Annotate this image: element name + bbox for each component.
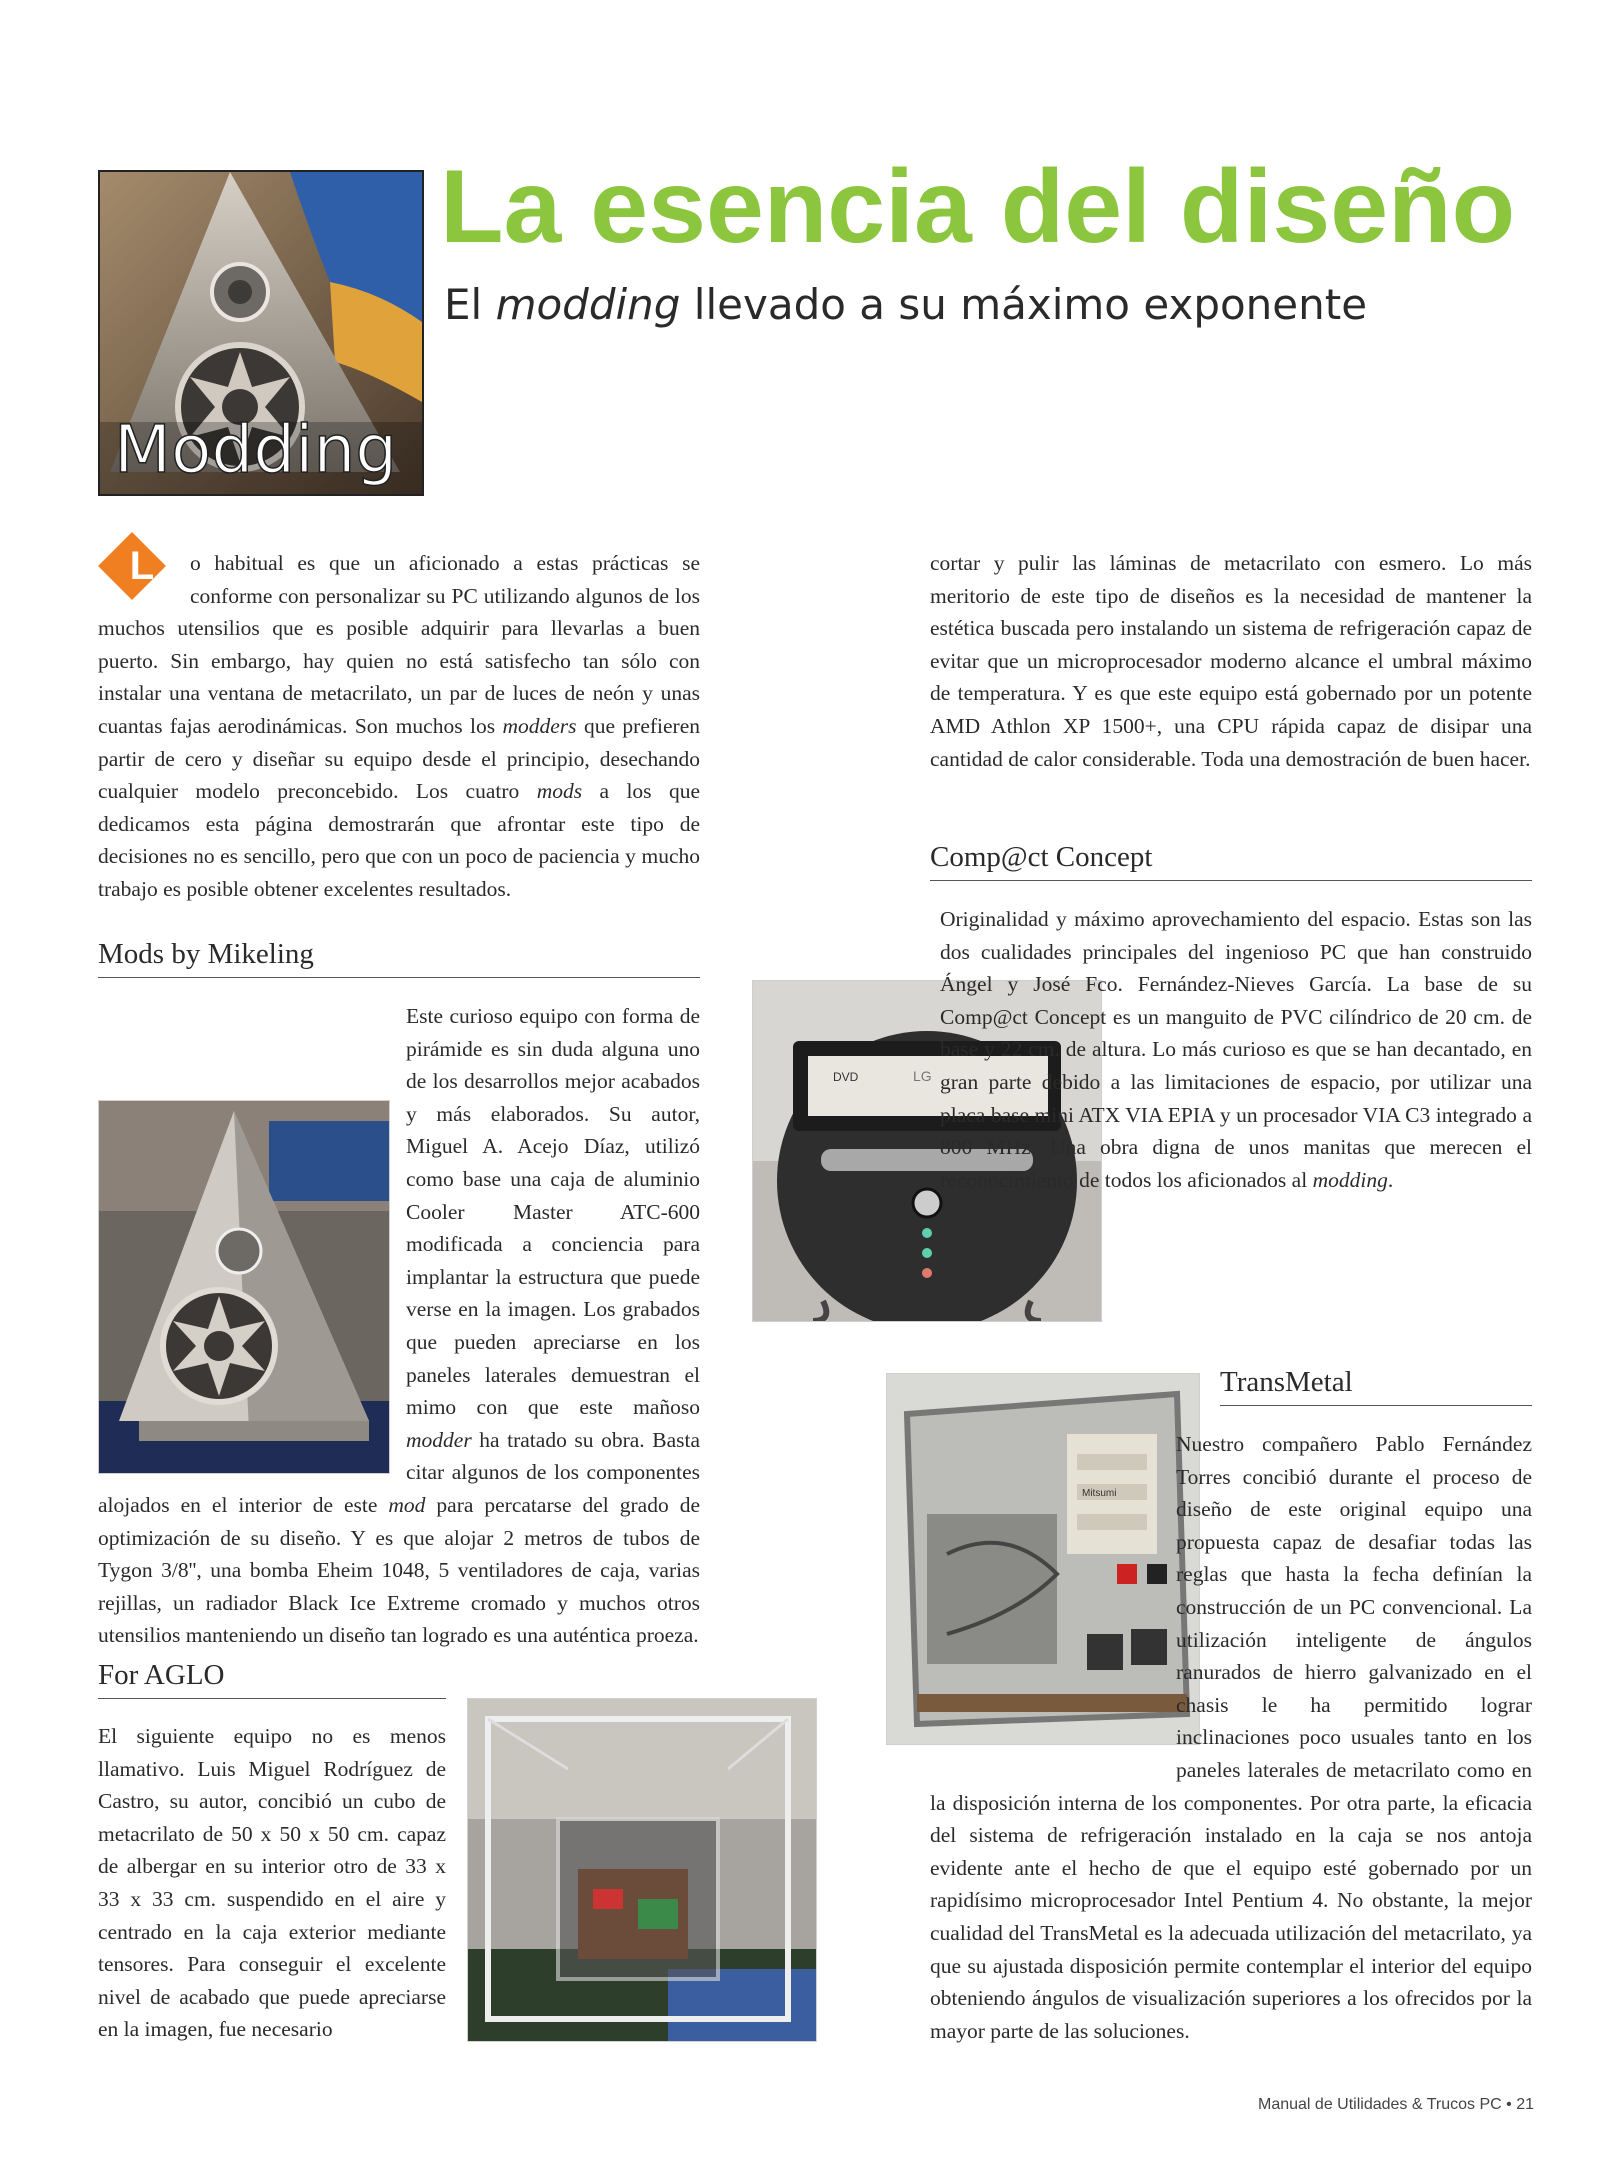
subtitle-emphasis: modding: [495, 280, 681, 329]
pyramid-photo: [98, 1100, 390, 1474]
mikeling-text-b: ha tratado su obra. Basta citar algunos de los componentes alojados en el interior de este: [98, 1427, 700, 1517]
section-title-mikeling: Mods by Mikeling: [98, 938, 700, 978]
mikeling-emphasis-mod: mod: [388, 1492, 426, 1517]
aglo-photo: [467, 1698, 817, 2042]
lg-logo: LG: [913, 1068, 932, 1084]
intro-text-b: que prefieren partir de cero y diseñar su equipo desde el principio, desechando cualquier modelo preconcebido. Los cuatro: [98, 713, 700, 804]
page-footer: [1258, 2096, 1534, 2114]
transmetal-paragraph: [930, 1428, 1532, 2047]
mikeling-text-c: para percatarse del grado de optimización de su diseño. Y es que alojar 2 metros de tubos de Tygon 3/8'', una bomba Eheim 1048, 5 ventiladores de caja, varias rejillas, un radiador Black Ice Extreme cromado y muchos otros utensilios manteniendo un diseño tan logrado es una auténtica proeza.: [98, 1492, 700, 1648]
pyramid-illustration: [100, 172, 422, 494]
aglo-paragraph: El siguiente equipo no es menos llamativo. Luis Miguel Rodríguez de Castro, su autor, concibió un cubo de metacrilato de 50 x 50 x 50 cm. capaz de albergar en su interior otro de 33 x 33 x 33 cm. suspendido en el aire y centrado en la caja exterior mediante tensores. Para conseguir el excelente nivel de acabado que puede apreciarse en la imagen, fue necesario: [98, 1724, 446, 2042]
page-number: 21: [1516, 2096, 1534, 2113]
page-subtitle: [444, 280, 1367, 329]
drop-cap-letter: L: [129, 544, 155, 588]
page-title: La esencia del diseño: [440, 149, 1516, 265]
footer-text: Manual de Utilidades & Trucos PC: [1258, 2096, 1502, 2113]
modding-badge-image: [98, 170, 424, 496]
mikeling-text-a: Este curioso equipo con forma de pirámide es sin duda alguna uno de los desarrollos mejor acabados y más elaborados. Su autor, Miguel A. Acejo Díaz, utilizó como base una caja de aluminio Cooler Master ATC-600 modificada a conciencia para implantar la estructura que puede verse en la imagen. Los grabados que pueden apreciarse en los paneles laterales demuestran el mimo con que este mañoso: [406, 1004, 700, 1420]
subtitle-suffix: llevado a su máximo exponente: [680, 280, 1368, 329]
compact-paragraph: [930, 903, 1532, 1353]
intro-text-c: a los que dedicamos esta página demostrarán que afrontar este tipo de decisiones no es sencillo, pero que con un poco de paciencia y mucho trabajo es posible obtener excelentes resultados.: [98, 779, 700, 901]
compact-emphasis-modding: modding: [1312, 1167, 1388, 1192]
transmetal-text: Nuestro compañero Pablo Fernández Torres concibió durante el proceso de diseño de este original equipo una propuesta capaz de desafiar todas las reglas que hasta la fecha definían la construcción de un PC convencional. La utilización inteligente de ángulos ranurados de hierro galvanizado en el chasis le ha permitido lograr inclinaciones poco usuales tanto en los paneles laterales de metacrilato como en la disposición interna de los componentes. Por otra parte, la eficacia del sistema de refrigeración instalado en la caja se nos antoja evidente ante el hecho de que el equipo esté gobernado por un rapidísimo microprocesador Intel Pentium 4. No obstante, la mejor cualidad del TransMetal es la adecuada utilización del metacrilato, ya que su ajustada disposición permite contemplar el interior del equipo obteniendo ángulos de visualización superiores a los ofrecidos por la mayor parte de las soluciones.: [930, 1432, 1532, 2043]
mikeling-emphasis-modder: modder: [406, 1427, 472, 1452]
intro-paragraph: [98, 547, 700, 906]
continuation-paragraph: cortar y pulir las láminas de metacrilato con esmero. Lo más meritorio de este tipo de diseños es la necesidad de mantener la estética buscada pero instalando un sistema de refrigeración capaz de evitar que un microprocesador moderno alcance el umbral máximo de temperatura. Y es que este equipo está gobernado por un potente AMD Athlon XP 1500+, una CPU rápida capaz de disipar una cantidad de calor considerable. Toda una demostración de buen hacer.: [930, 551, 1532, 771]
subtitle-prefix: El: [444, 280, 496, 329]
badge-text: Modding: [114, 411, 398, 488]
intro-text-a: o habitual es que un aficionado a estas prácticas se conforme con personalizar su PC utilizando algunos de los muchos utensilios que es posible adquirir para llevarlas a buen puerto. Sin embargo, hay quien no está satisfecho tan sólo con instalar una ventana de metacrilato, un par de luces de neón y unas cuantas fajas aerodinámicas. Son muchos los: [98, 551, 700, 738]
section-title-transmetal: TransMetal: [1220, 1366, 1532, 1406]
compact-text-b: .: [1387, 1167, 1394, 1192]
mikeling-paragraph: [98, 1000, 700, 1652]
transmetal-drive-label: Mitsumi: [1082, 1488, 1117, 1499]
section-title-aglo: For AGLO: [98, 1659, 446, 1699]
section-title-compact: Comp@ct Concept: [930, 841, 1532, 881]
intro-emphasis-mods: mods: [536, 779, 583, 804]
compact-text-a: Originalidad y máximo aprovechamiento del espacio. Estas son las dos cualidades principales del ingenioso PC que han construido Ángel y José Fco. Fernández-Nieves García. La base de su Comp@ct Concept es un manguito de PVC cilíndrico de 20 cm. de base y 22 cm. de altura. Lo más curioso es que se han decantado, en gran parte debido a las limitaciones de espacio, por utilizar una placa base mini ATX VIA EPIA y un procesador VIA C3 integrado a 800 MHz. Una obra digna de unos manitas que merecen el reconocimiento de todos los aficionados al: [940, 907, 1532, 1192]
footer-bullet: •: [1506, 2096, 1512, 2113]
intro-emphasis-modders: modders: [502, 713, 577, 738]
dvd-label: DVD: [833, 1070, 859, 1084]
